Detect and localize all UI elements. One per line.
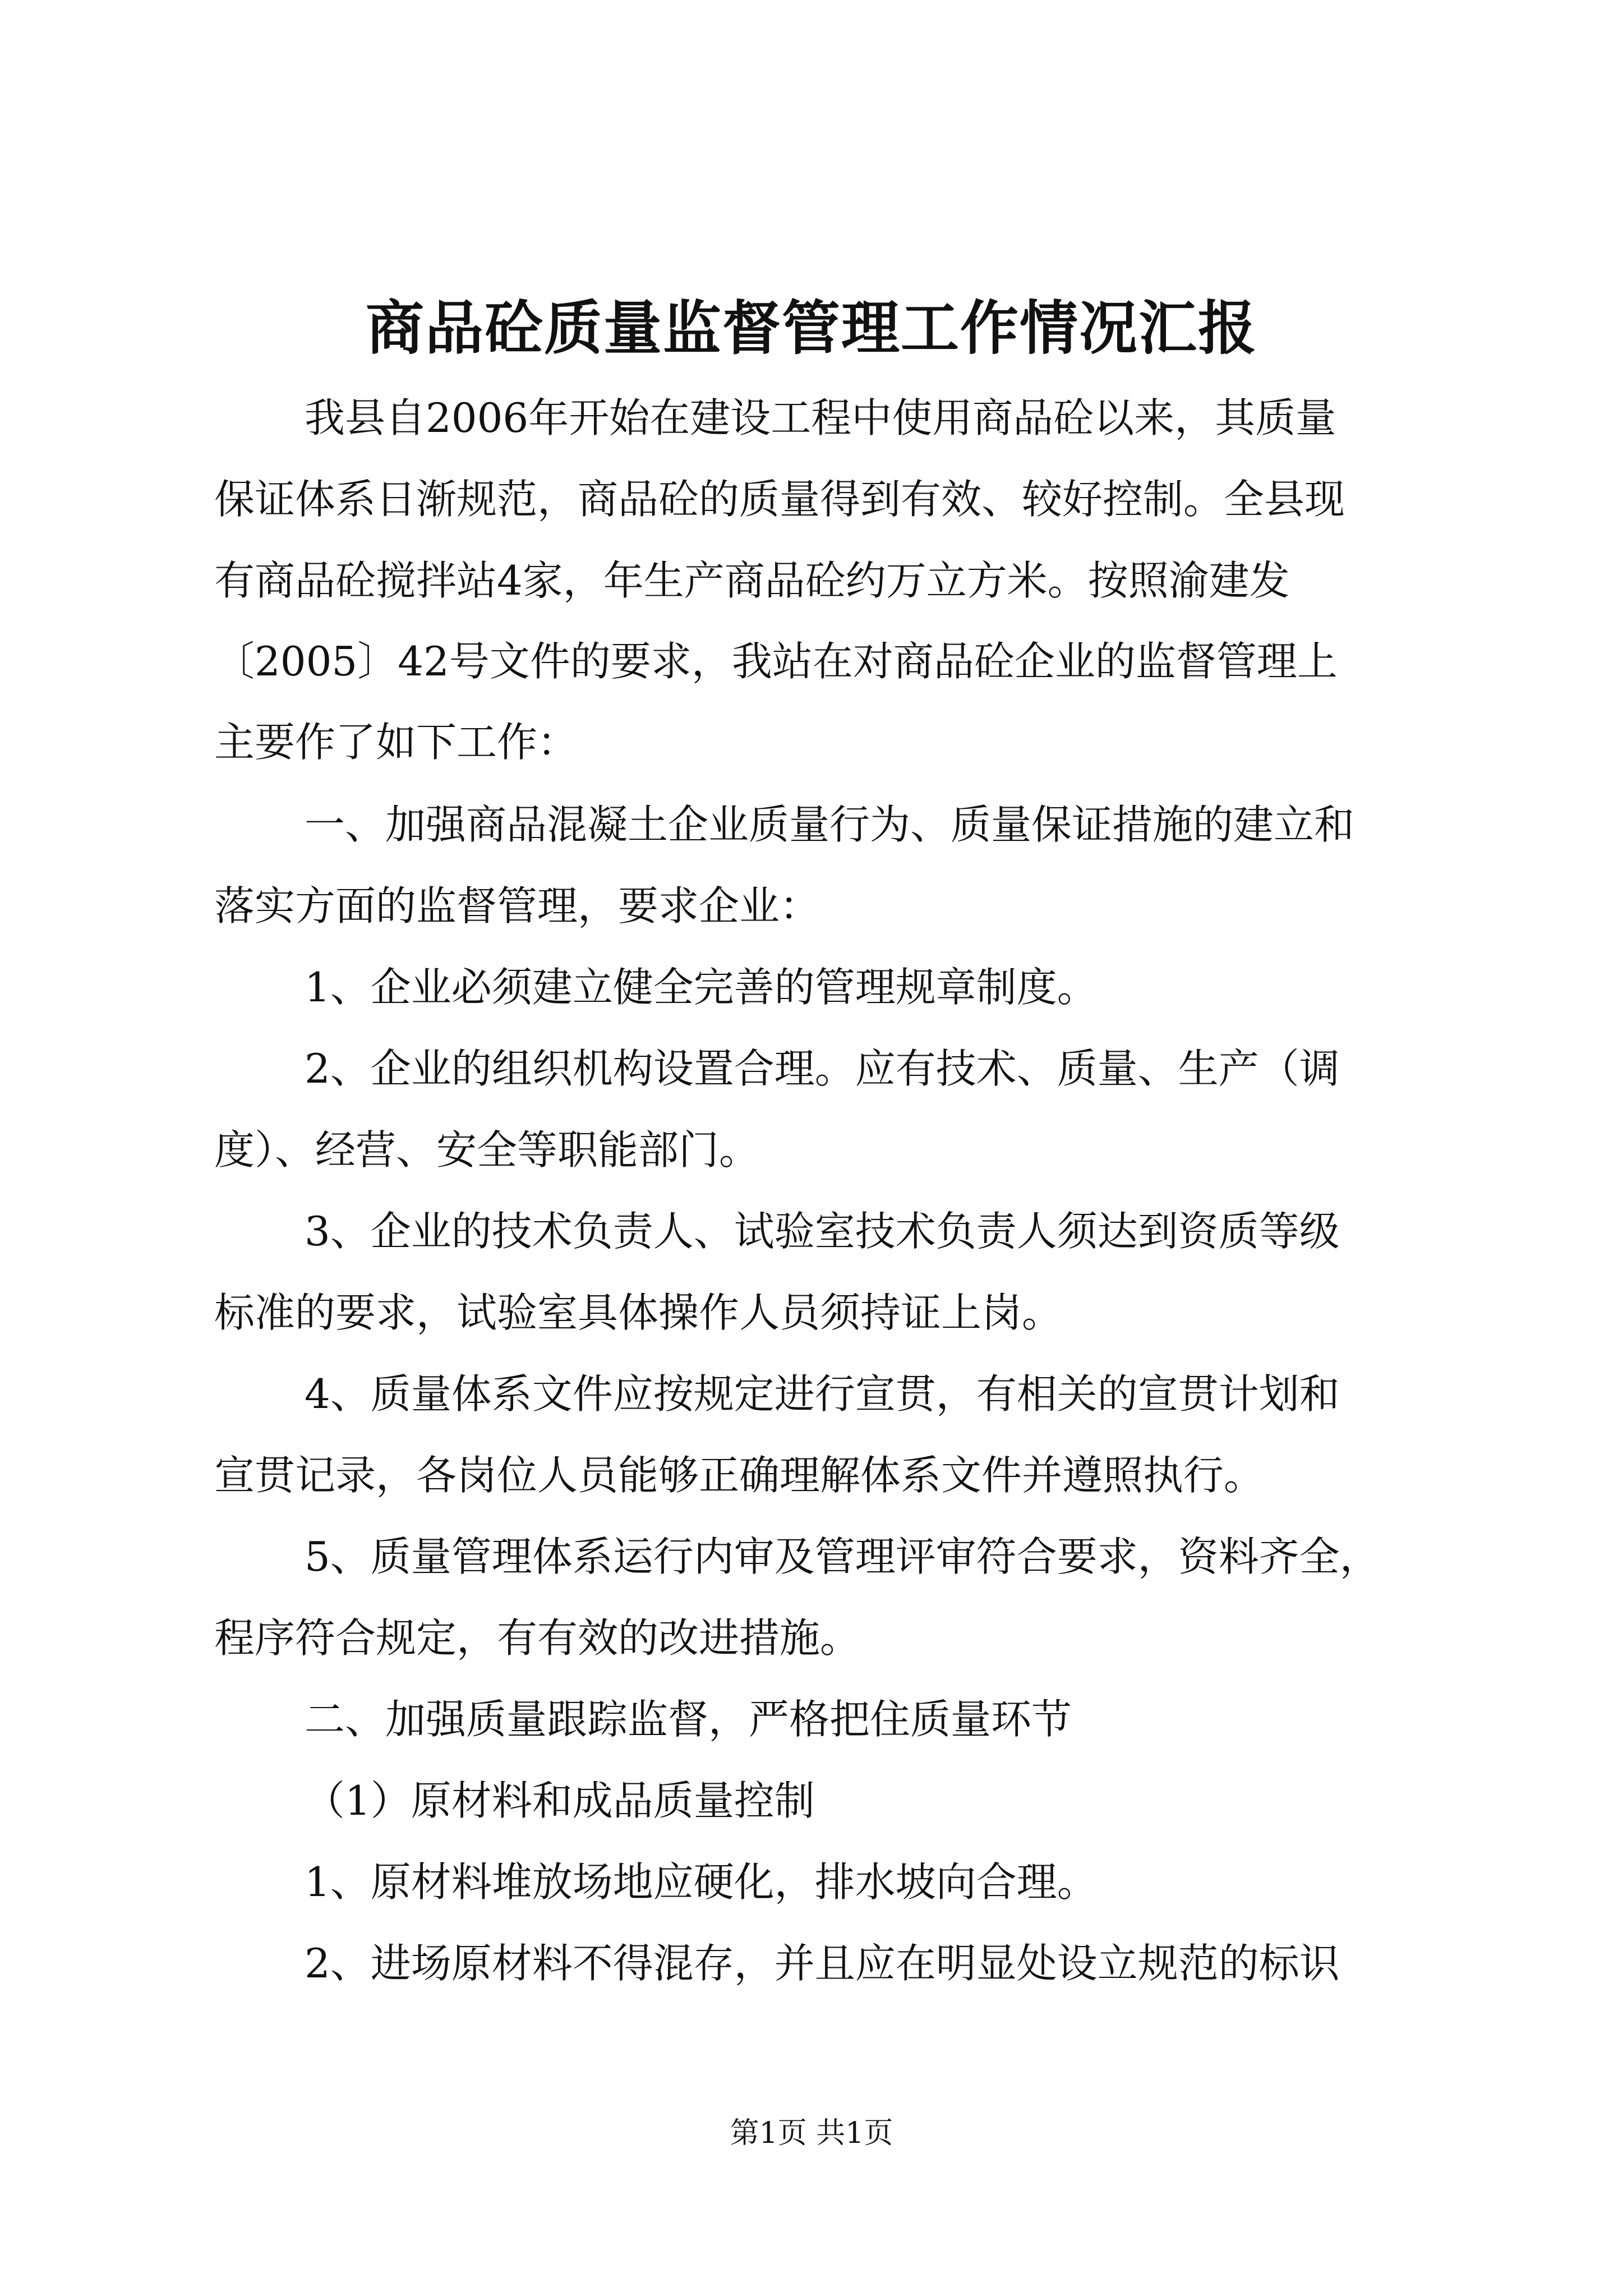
page-number-footer: 第1页 共1页	[730, 2116, 893, 2150]
paragraph-line: 1、原材料堆放场地应硬化，排水坡向合理。	[305, 1858, 1098, 1906]
paragraph-line: （1）原材料和成品质量控制	[305, 1777, 815, 1824]
paragraph-line: 2、进场原材料不得混存，并且应在明显处设立规范的标识	[305, 1940, 1340, 1987]
paragraph-line: 2、企业的组织机构设置合理。应有技术、质量、生产（调	[305, 1045, 1340, 1092]
paragraph-line: 落实方面的监督管理，要求企业：	[214, 882, 820, 930]
paragraph-line: 5、质量管理体系运行内审及管理评审符合要求，资料齐全，	[305, 1533, 1380, 1580]
paragraph-line: 1、企业必须建立健全完善的管理规章制度。	[305, 964, 1098, 1011]
paragraph-line: 度）、经营、安全等职能部门。	[214, 1126, 760, 1174]
paragraph-line: 3、企业的技术负责人、试验室技术负责人须达到资质等级	[305, 1208, 1340, 1255]
document-title: 商品砼质量监督管理工作情况汇报	[365, 293, 1257, 362]
paragraph-line: 二、加强质量跟踪监督，严格把住质量环节	[305, 1696, 1072, 1743]
paragraph-line: 程序符合规定，有有效的改进措施。	[214, 1614, 861, 1662]
paragraph-line: 标准的要求，试验室具体操作人员须持证上岗。	[214, 1289, 1063, 1336]
paragraph-line: 我县自2006年开始在建设工程中使用商品砼以来，其质量	[305, 394, 1336, 441]
paragraph-line: 主要作了如下工作：	[214, 719, 578, 766]
paragraph-line: 宣贯记录，各岗位人员能够正确理解体系文件并遵照执行。	[214, 1452, 1265, 1499]
paragraph-line: 有商品砼搅拌站4家，年生产商品砼约万立方米。按照渝建发	[214, 557, 1290, 604]
paragraph-line: 4、质量体系文件应按规定进行宣贯，有相关的宣贯计划和	[305, 1370, 1340, 1418]
paragraph-line: 〔2005〕42号文件的要求，我站在对商品砼企业的监督管理上	[214, 638, 1338, 685]
paragraph-line: 保证体系日渐规范，商品砼的质量得到有效、较好控制。全县现	[214, 476, 1345, 523]
paragraph-line: 一、加强商品混凝土企业质量行为、质量保证措施的建立和	[305, 801, 1355, 848]
